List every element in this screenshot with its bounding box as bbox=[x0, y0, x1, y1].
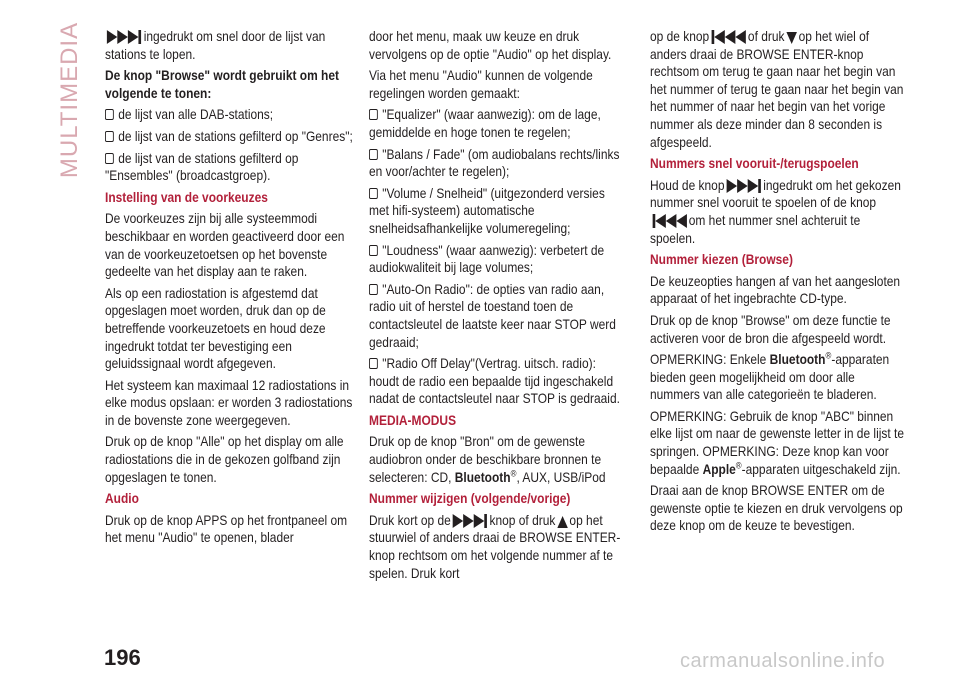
paragraph: De keuzeopties hangen af van het aangesloten apparaat of het ingebrachte CD-type. bbox=[650, 273, 901, 307]
brand-name: Bluetooth bbox=[769, 352, 826, 368]
section-heading: Nummer kiezen (Browse) bbox=[650, 252, 793, 268]
browse-heading: De knop "Browse" wordt gebruikt om het volgende te tonen: bbox=[105, 68, 340, 101]
section-heading: Instelling van de voorkeuzes bbox=[105, 189, 268, 205]
column-1 bbox=[105, 28, 358, 551]
text: ingedrukt om snel door de lijst van stations te lopen. bbox=[105, 29, 326, 62]
checkbox-bullet-icon bbox=[369, 149, 378, 160]
paragraph: Het systeem kan maximaal 12 radiostations in elke modus opslaan: er worden 3 radiostations in de bovenste zone weergegeven. bbox=[105, 377, 353, 428]
paragraph: op de knop of druk op het wiel of anders draai de BROWSE ENTER-knop rechtsom om terug te gaan naar het begin van het nummer of terug te gaan naar het begin van het nummer of naar het begin van het vorige nummer als deze minder dan 8 seconden is afgespeeld. bbox=[650, 29, 904, 150]
brand-name: Bluetooth bbox=[454, 469, 511, 485]
paragraph: Druk op de knop "Alle" op het display om alle radiostations die in de gekozen golfband zijn opgeslagen te tonen. bbox=[105, 434, 344, 485]
paragraph: Via het menu "Audio" kunnen de volgende regelingen worden gemaakt: bbox=[369, 68, 593, 101]
checkbox-bullet-icon bbox=[369, 188, 378, 199]
bullet-item: de lijst van de stations gefilterd op "Genres"; bbox=[105, 128, 358, 146]
checkbox-bullet-icon bbox=[105, 131, 114, 142]
checkbox-bullet-icon bbox=[369, 284, 378, 295]
column-2 bbox=[369, 28, 622, 586]
section-heading: Nummers snel vooruit-/terugspoelen bbox=[650, 156, 859, 172]
fast-forward-icon bbox=[107, 30, 142, 44]
column-3 bbox=[650, 28, 905, 539]
paragraph: Houd de knop ingedrukt om het gekozen nummer snel vooruit te spoelen of de knopom het nummer snel achteruit te spoelen. bbox=[650, 177, 901, 246]
paragraph: De voorkeuzes zijn bij alle systeemmodi beschikbaar en worden geactiveerd door een van de voorkeuzetoetsen op het bovenste gedeelte van het display aan te raken. bbox=[105, 211, 345, 280]
up-triangle-icon bbox=[557, 516, 568, 528]
rewind-icon bbox=[652, 214, 687, 228]
paragraph: Druk op de knop "Browse" om deze functie te activeren voor de bron die afgespeeld wordt. bbox=[650, 312, 891, 346]
checkbox-bullet-icon bbox=[369, 358, 378, 369]
bullet-item: "Auto-On Radio": de opties van radio aan, radio uit of herstel de toestand toen de contactsleutel de laatste keer naar STOP werd gedraaid; bbox=[369, 281, 616, 350]
watermark-text: carmanualsonline.info bbox=[680, 650, 886, 672]
rewind-icon bbox=[711, 30, 746, 44]
paragraph: door het menu, maak uw keuze en druk vervolgens op de optie "Audio" op het display. bbox=[369, 29, 612, 62]
checkbox-bullet-icon bbox=[369, 109, 378, 120]
brand-name: Apple bbox=[702, 461, 736, 477]
page-number: 196 bbox=[104, 645, 141, 670]
checkbox-bullet-icon bbox=[369, 245, 378, 256]
checkbox-bullet-icon bbox=[105, 153, 114, 164]
section-heading: Nummer wijzigen (volgende/vorige) bbox=[369, 491, 571, 507]
checkbox-bullet-icon bbox=[105, 109, 114, 120]
paragraph: Als op een radiostation is afgestemd dat opgeslagen moet worden, druk dan op de betreffende voorkeuzetoets en houd deze ingedrukt totdat ter bevestiging een geluidssignaal wordt afgegeven. bbox=[105, 285, 326, 372]
bullet-item: de lijst van de stations gefilterd op "Ensembles" (broadcastgroep). bbox=[105, 150, 299, 184]
paragraph: Draai aan de knop BROWSE ENTER om de gewenste optie te kiezen en druk vervolgens op deze knop om de keuze te bevestigen. bbox=[650, 483, 903, 534]
section-side-label bbox=[50, 21, 90, 179]
bullet-item: "Volume / Snelheid" (uitgezonderd versies met hifi-systeem) automatische snelheidsafhankelijke volumeregeling; bbox=[369, 185, 605, 236]
paragraph: OPMERKING: Gebruik de knop "ABC" binnen elke lijst om naar de gewenste letter in de lijst te springen. OPMERKING: Deze knop kan voor bepaalde Apple®-apparaten uitgeschakeld zijn. bbox=[650, 408, 905, 477]
fast-forward-icon bbox=[726, 179, 761, 193]
paragraph: Druk op de knop APPS op het frontpaneel om het menu "Audio" te openen, blader bbox=[105, 512, 348, 546]
paragraph bbox=[105, 28, 358, 63]
paragraph: Druk kort op de knop of druk op het stuurwiel of anders draai de BROWSE ENTER-knop rechtsom om het volgende nummer af te spelen. Druk kort bbox=[369, 512, 621, 581]
fast-forward-icon bbox=[453, 514, 488, 528]
side-label-text: MULTIMEDIA bbox=[56, 21, 83, 179]
paragraph: Druk op de knop "Bron" om de gewenste audiobron onder de beschikbare bronnen te selecteren: CD, Bluetooth®, AUX, USB/iPod bbox=[369, 434, 606, 485]
bullet-item: "Equalizer" (waar aanwezig): om de lage, gemiddelde en hoge tonen te regelen; bbox=[369, 107, 601, 140]
down-triangle-icon bbox=[786, 32, 797, 44]
bullet-item: "Loudness" (waar aanwezig): verbetert de audiokwaliteit bij lage volumes; bbox=[369, 242, 605, 276]
section-heading: MEDIA-MODUS bbox=[369, 412, 457, 428]
paragraph: OPMERKING: Enkele Bluetooth®-apparaten bieden geen mogelijkheid om door alle nummers van alle categorieën te bladeren. bbox=[650, 350, 890, 403]
section-heading: Audio bbox=[105, 491, 139, 507]
bullet-item: de lijst van alle DAB-stations; bbox=[105, 106, 358, 124]
bullet-item: "Radio Off Delay"(Vertrag. uitsch. radio): houdt de radio een bepaalde tijd ingeschakeld nadat de contactsleutel naar STOP is gedraaid. bbox=[369, 356, 620, 407]
bullet-item: "Balans / Fade" (om audiobalans rechts/links en voor/achter te regelen); bbox=[369, 146, 620, 180]
